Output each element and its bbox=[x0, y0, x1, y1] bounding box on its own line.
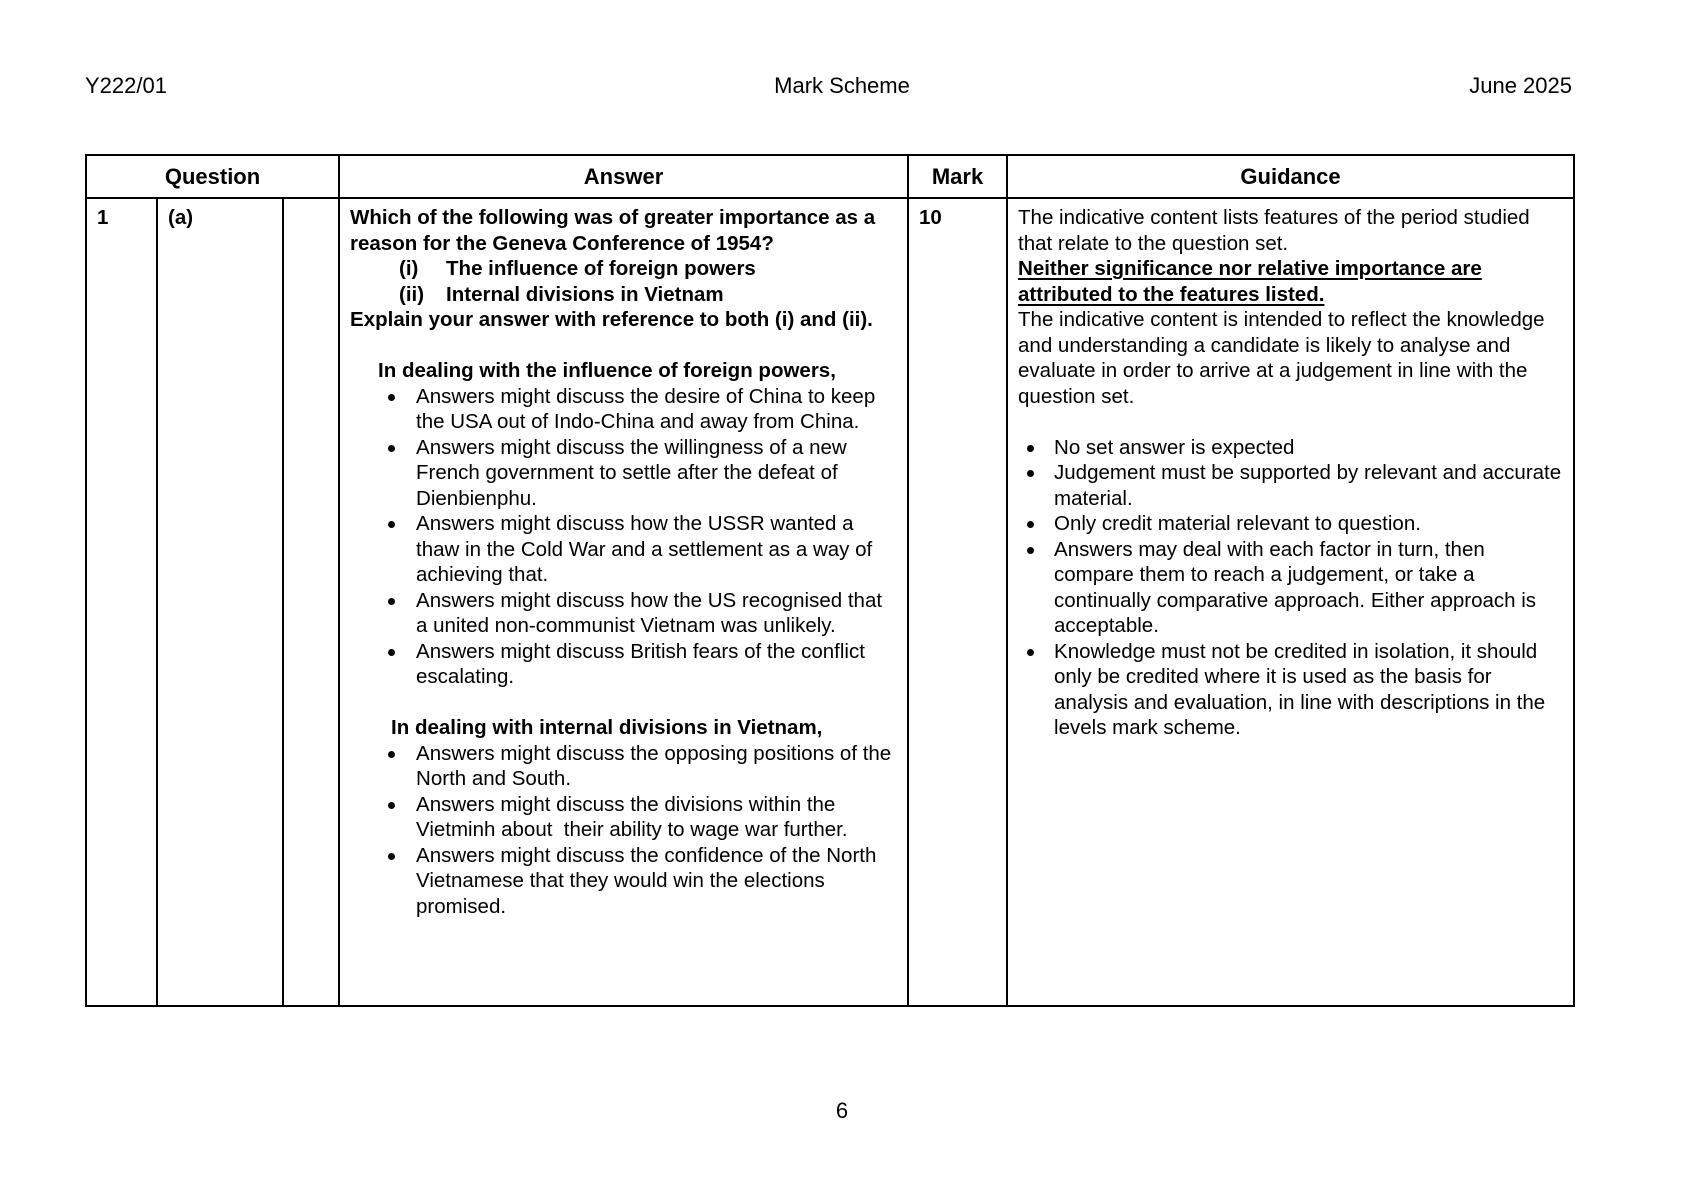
list-item bbox=[1018, 460, 1563, 511]
question-number: 1 bbox=[86, 198, 157, 1006]
bullet-icon bbox=[388, 598, 395, 605]
bullet-icon bbox=[1027, 521, 1034, 528]
document-title: Mark Scheme bbox=[774, 73, 910, 98]
list-item bbox=[1018, 639, 1563, 741]
bullet-text: Only credit material relevant to question. bbox=[1054, 512, 1421, 535]
bullet-icon bbox=[388, 394, 395, 401]
table-header-row bbox=[86, 155, 1574, 198]
bullet-text: Answers might discuss the willingness of a new French government to settle after the defeat of Dienbienphu. bbox=[416, 435, 847, 510]
bullet-icon bbox=[1027, 649, 1034, 656]
bullet-icon bbox=[388, 751, 395, 758]
guidance-emphasis: Neither significance nor relative importance are attributed to the features listed. bbox=[1018, 257, 1482, 306]
section-heading-internal-divisions: In dealing with internal divisions in Vietnam, bbox=[391, 716, 823, 739]
bullet-icon bbox=[388, 853, 395, 860]
question-part: (a) bbox=[157, 198, 283, 1006]
option-text: The influence of foreign powers bbox=[446, 257, 756, 280]
bullet-icon bbox=[1027, 547, 1034, 554]
list-item bbox=[1018, 435, 1563, 461]
list-item bbox=[350, 792, 897, 843]
bullet-icon bbox=[388, 445, 395, 452]
column-header-mark: Mark bbox=[908, 155, 1007, 198]
column-header-answer: Answer bbox=[339, 155, 908, 198]
bullet-text: No set answer is expected bbox=[1054, 435, 1295, 459]
bullet-text: Judgement must be supported by relevant and accurate material. bbox=[1054, 461, 1562, 510]
mark-scheme-table bbox=[85, 154, 1575, 1007]
bullet-icon bbox=[388, 521, 395, 528]
bullet-icon bbox=[388, 802, 395, 809]
option-text: Internal divisions in Vietnam bbox=[446, 282, 724, 306]
table-row bbox=[86, 198, 1574, 1006]
bullet-text: Answers might discuss the desire of China to keep the USA out of Indo-China and away from China. bbox=[416, 384, 876, 433]
list-item bbox=[350, 843, 897, 920]
answer-option bbox=[350, 282, 897, 308]
bullet-text: Answers might discuss how the US recognised that a united non-communist Vietnam was unlikely. bbox=[416, 588, 883, 637]
list-item bbox=[350, 741, 897, 792]
internal-divisions-bullets bbox=[350, 741, 897, 920]
column-header-question: Question bbox=[86, 155, 339, 198]
bullet-text: Answers might discuss the opposing positions of the North and South. bbox=[416, 741, 892, 790]
foreign-powers-bullets bbox=[350, 384, 897, 690]
list-item bbox=[350, 588, 897, 639]
option-number: (i) bbox=[399, 257, 419, 280]
guidance-intro: The indicative content lists features of the period studied that relate to the question set. bbox=[1018, 206, 1530, 255]
guidance-bullets bbox=[1018, 435, 1563, 741]
list-item bbox=[350, 511, 897, 588]
answer-prompt: Which of the following was of greater importance as a reason for the Geneva Conference of 1954? bbox=[350, 206, 876, 255]
list-item bbox=[350, 435, 897, 512]
document-date: June 2025 bbox=[1469, 73, 1572, 98]
column-header-guidance: Guidance bbox=[1007, 155, 1574, 198]
bullet-text: Answers may deal with each factor in turn, then compare them to reach a judgement, or take a continually comparative approach. Either approach is acceptable. bbox=[1054, 537, 1537, 637]
bullet-icon bbox=[1027, 470, 1034, 477]
list-item bbox=[1018, 537, 1563, 639]
bullet-text: Answers might discuss how the USSR wanted a thaw in the Cold War and a settlement as a way of achieving that. bbox=[416, 512, 873, 586]
mark-value: 10 bbox=[908, 198, 1007, 1006]
bullet-text: Knowledge must not be credited in isolation, it should only be credited where it is used as the basis for analysis and evaluation, in line with descriptions in the levels mark scheme. bbox=[1054, 639, 1546, 739]
document-code: Y222/01 bbox=[85, 73, 167, 98]
page-number: 6 bbox=[835, 1098, 849, 1123]
option-number: (ii) bbox=[399, 282, 425, 306]
guidance-cell bbox=[1007, 198, 1574, 1006]
bullet-icon bbox=[388, 649, 395, 656]
section-heading-foreign-powers: In dealing with the influence of foreign powers, bbox=[378, 359, 836, 382]
list-item bbox=[350, 639, 897, 690]
answer-option bbox=[350, 256, 897, 282]
list-item bbox=[1018, 511, 1563, 537]
list-item bbox=[350, 384, 897, 435]
question-subpart bbox=[283, 198, 339, 1006]
bullet-text: Answers might discuss British fears of the conflict escalating. bbox=[416, 639, 865, 688]
bullet-text: Answers might discuss the divisions within the Vietminh about their ability to wage war further. bbox=[416, 792, 848, 841]
guidance-body: The indicative content is intended to reflect the knowledge and understanding a candidate is likely to analyse and evaluate in order to arrive at a judgement in line with the question set. bbox=[1018, 308, 1545, 408]
bullet-text: Answers might discuss the confidence of the North Vietnamese that they would win the elections promised. bbox=[416, 843, 877, 918]
bullet-icon bbox=[1027, 445, 1034, 452]
answer-cell bbox=[339, 198, 908, 1006]
answer-instruction: Explain your answer with reference to both (i) and (ii). bbox=[350, 308, 873, 331]
answer-options bbox=[350, 256, 897, 307]
